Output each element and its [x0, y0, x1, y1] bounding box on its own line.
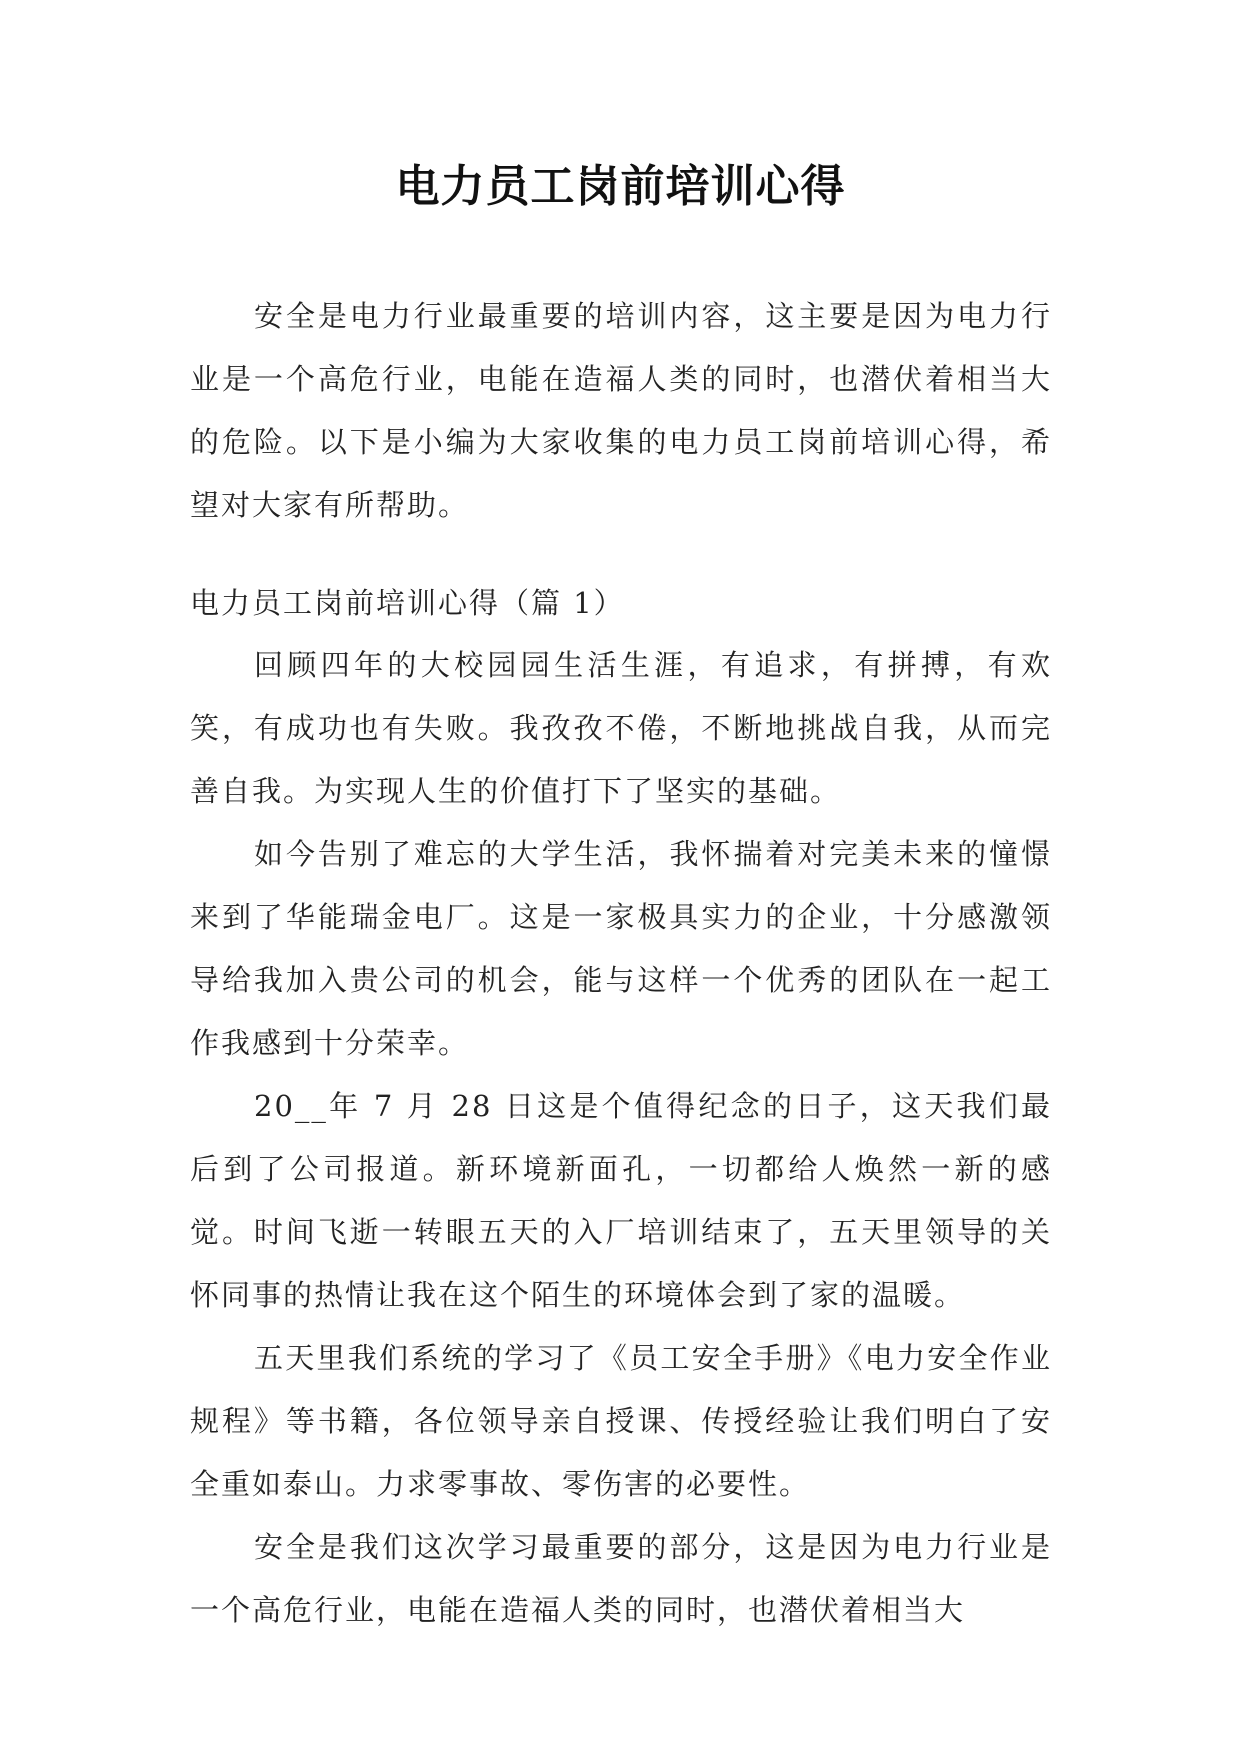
intro-paragraph: 安全是电力行业最重要的培训内容，这主要是因为电力行业是一个高危行业，电能在造福人类的同时，也潜伏着相当大的危险。以下是小编为大家收集的电力员工岗前培训心得，希望对大家有所帮助。 — [190, 299, 1052, 522]
section-heading: 电力员工岗前培训心得（篇 1） — [190, 586, 625, 620]
body-paragraph: 如今告别了难忘的大学生活，我怀揣着对完美未来的憧憬来到了华能瑞金电厂。这是一家极具实力的企业，十分感激领导给我加入贵公司的机会，能与这样一个优秀的团队在一起工作我感到十分荣幸。 — [190, 837, 1052, 1060]
body-paragraph: 五天里我们系统的学习了《员工安全手册》《电力安全作业规程》等书籍，各位领导亲自授课、传授经验让我们明白了安全重如泰山。力求零事故、零伤害的必要性。 — [190, 1341, 1052, 1501]
body-paragraph: 安全是我们这次学习最重要的部分，这是因为电力行业是一个高危行业，电能在造福人类的同时，也潜伏着相当大 — [190, 1530, 1052, 1627]
body-paragraph: 回顾四年的大校园园生活生涯，有追求，有拼搏，有欢笑，有成功也有失败。我孜孜不倦，不断地挑战自我，从而完善自我。为实现人生的价值打下了坚实的基础。 — [190, 648, 1052, 808]
body-paragraph: 20__年 7 月 28 日这是个值得纪念的日子，这天我们最后到了公司报道。新环境新面孔，一切都给人焕然一新的感觉。时间飞逝一转眼五天的入厂培训结束了，五天里领导的关怀同事的热情让我在这个陌生的环境体会到了家的温暖。 — [190, 1089, 1052, 1312]
document-title: 电力员工岗前培训心得 — [395, 161, 846, 212]
